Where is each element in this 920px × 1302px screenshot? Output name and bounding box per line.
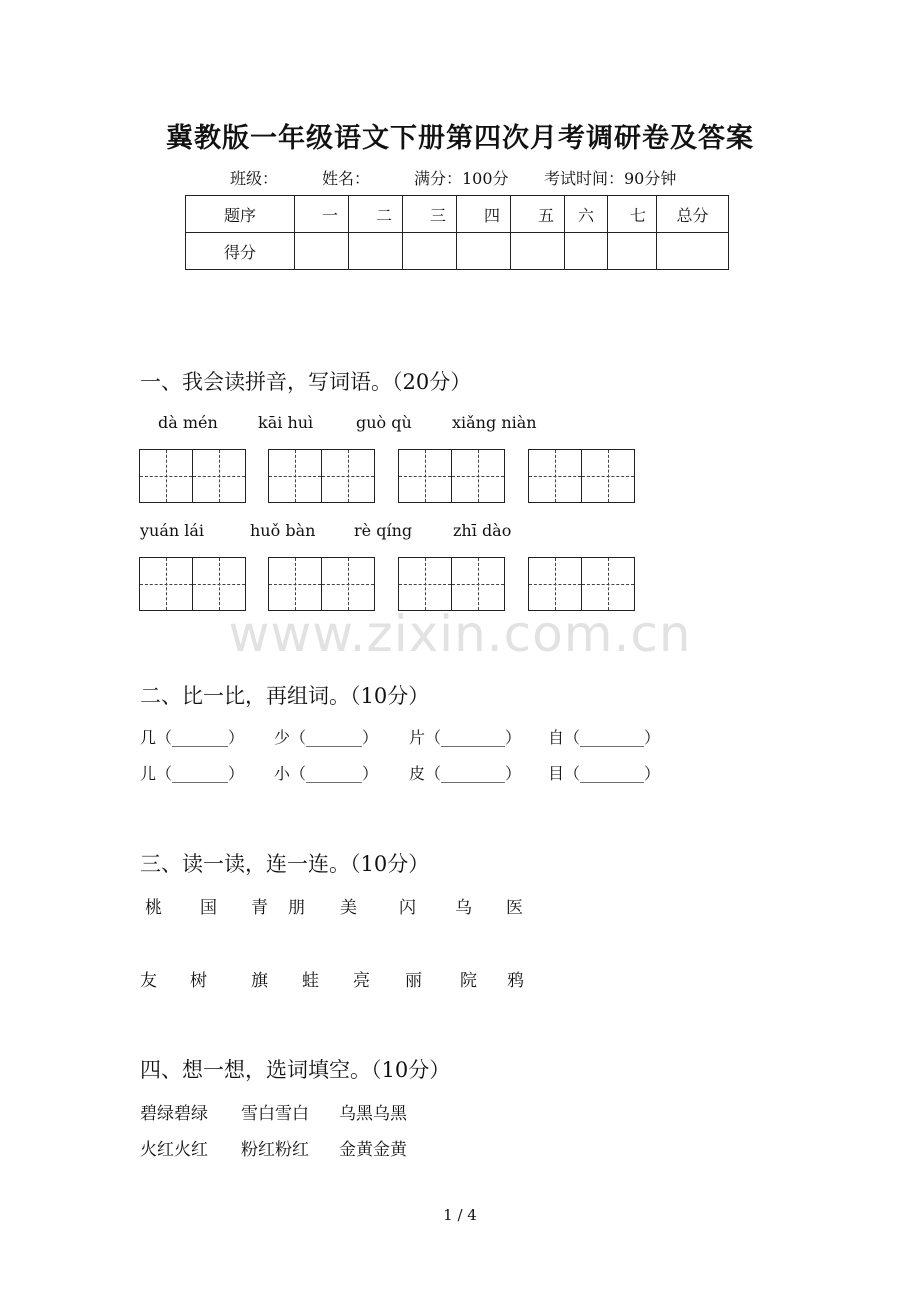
char-item[interactable]: 旗 bbox=[251, 971, 268, 991]
writing-grid[interactable] bbox=[528, 449, 635, 503]
pinyin: kāi huì bbox=[258, 413, 314, 432]
writing-grid[interactable] bbox=[398, 449, 505, 503]
section-2-title: 二、比一比，再组词。（10分） bbox=[140, 684, 430, 708]
class-label: 班级： bbox=[230, 169, 279, 188]
watermark: www.zixin.com.cn bbox=[228, 605, 692, 663]
table-row bbox=[186, 233, 729, 270]
writing-grid[interactable] bbox=[268, 449, 375, 503]
char-item[interactable]: 医 bbox=[506, 898, 523, 918]
pinyin: guò qù bbox=[356, 413, 412, 432]
fill-blank[interactable]: 目（________） bbox=[548, 764, 661, 783]
char-item[interactable]: 乌 bbox=[455, 898, 472, 918]
char-item[interactable]: 青 bbox=[251, 898, 268, 918]
table-header-cell: 一 bbox=[295, 196, 349, 233]
score-cell bbox=[403, 233, 457, 270]
score-cell bbox=[608, 233, 657, 270]
fill-blank[interactable]: 小（_______） bbox=[274, 764, 379, 783]
fill-blank[interactable]: 儿（_______） bbox=[140, 764, 245, 783]
writing-grid[interactable] bbox=[398, 557, 505, 611]
name-label: 姓名： bbox=[322, 169, 371, 188]
char-item[interactable]: 院 bbox=[460, 971, 477, 991]
section-4-title: 四、想一想，选词填空。（10分） bbox=[140, 1058, 451, 1082]
char-item[interactable]: 友 bbox=[140, 971, 157, 991]
word-option: 粉红粉红 bbox=[241, 1140, 309, 1160]
table-header-cell: 题序 bbox=[186, 196, 295, 233]
table-header-cell: 四 bbox=[457, 196, 511, 233]
score-table bbox=[185, 195, 729, 270]
pinyin: zhī dào bbox=[453, 521, 512, 540]
table-header-cell: 二 bbox=[349, 196, 403, 233]
score-cell bbox=[349, 233, 403, 270]
table-header-cell: 三 bbox=[403, 196, 457, 233]
char-item[interactable]: 鸦 bbox=[507, 971, 524, 991]
section-1-title: 一、我会读拼音，写词语。（20分） bbox=[140, 370, 472, 394]
page-number: 1 / 4 bbox=[443, 1206, 477, 1224]
pinyin: dà mén bbox=[158, 413, 218, 432]
score-cell bbox=[295, 233, 349, 270]
section-3-title: 三、读一读，连一连。（10分） bbox=[140, 852, 430, 876]
table-header-cell: 七 bbox=[608, 196, 657, 233]
full-score: 满分：100分 bbox=[414, 169, 509, 188]
table-header-cell: 总分 bbox=[657, 196, 729, 233]
score-cell bbox=[511, 233, 565, 270]
char-item[interactable]: 闪 bbox=[399, 898, 416, 918]
writing-grid[interactable] bbox=[139, 449, 246, 503]
table-header-cell: 五 bbox=[511, 196, 565, 233]
pinyin: xiǎng niàn bbox=[452, 413, 537, 432]
word-option: 火红火红 bbox=[140, 1140, 208, 1160]
fill-blank[interactable]: 几（_______） bbox=[140, 728, 245, 747]
char-item[interactable]: 国 bbox=[200, 898, 217, 918]
fill-blank[interactable]: 皮（________） bbox=[409, 764, 522, 783]
writing-grid[interactable] bbox=[268, 557, 375, 611]
fill-blank[interactable]: 片（________） bbox=[409, 728, 522, 747]
fill-blank[interactable]: 少（_______） bbox=[274, 728, 379, 747]
fill-blank[interactable]: 自（________） bbox=[548, 728, 661, 747]
word-option: 碧绿碧绿 bbox=[140, 1104, 208, 1124]
score-cell bbox=[457, 233, 511, 270]
char-item[interactable]: 丽 bbox=[405, 971, 422, 991]
char-item[interactable]: 朋 bbox=[288, 898, 305, 918]
writing-grid[interactable] bbox=[139, 557, 246, 611]
char-item[interactable]: 亮 bbox=[353, 971, 370, 991]
char-item[interactable]: 桃 bbox=[145, 898, 162, 918]
word-option: 乌黑乌黑 bbox=[339, 1104, 407, 1124]
table-row bbox=[186, 196, 729, 233]
score-cell bbox=[565, 233, 608, 270]
char-item[interactable]: 美 bbox=[340, 898, 357, 918]
word-option: 雪白雪白 bbox=[241, 1104, 309, 1124]
pinyin: rè qíng bbox=[354, 521, 413, 540]
pinyin: yuán lái bbox=[140, 521, 205, 540]
char-item[interactable]: 树 bbox=[190, 971, 207, 991]
char-item[interactable]: 蛙 bbox=[302, 971, 319, 991]
table-row-label: 得分 bbox=[186, 233, 295, 270]
score-cell bbox=[657, 233, 729, 270]
page-title: 冀教版一年级语文下册第四次月考调研卷及答案 bbox=[166, 123, 754, 154]
table-header-cell: 六 bbox=[565, 196, 608, 233]
exam-time: 考试时间：90分钟 bbox=[544, 169, 677, 188]
writing-grid[interactable] bbox=[528, 557, 635, 611]
word-option: 金黄金黄 bbox=[339, 1140, 407, 1160]
pinyin: huǒ bàn bbox=[250, 521, 316, 540]
